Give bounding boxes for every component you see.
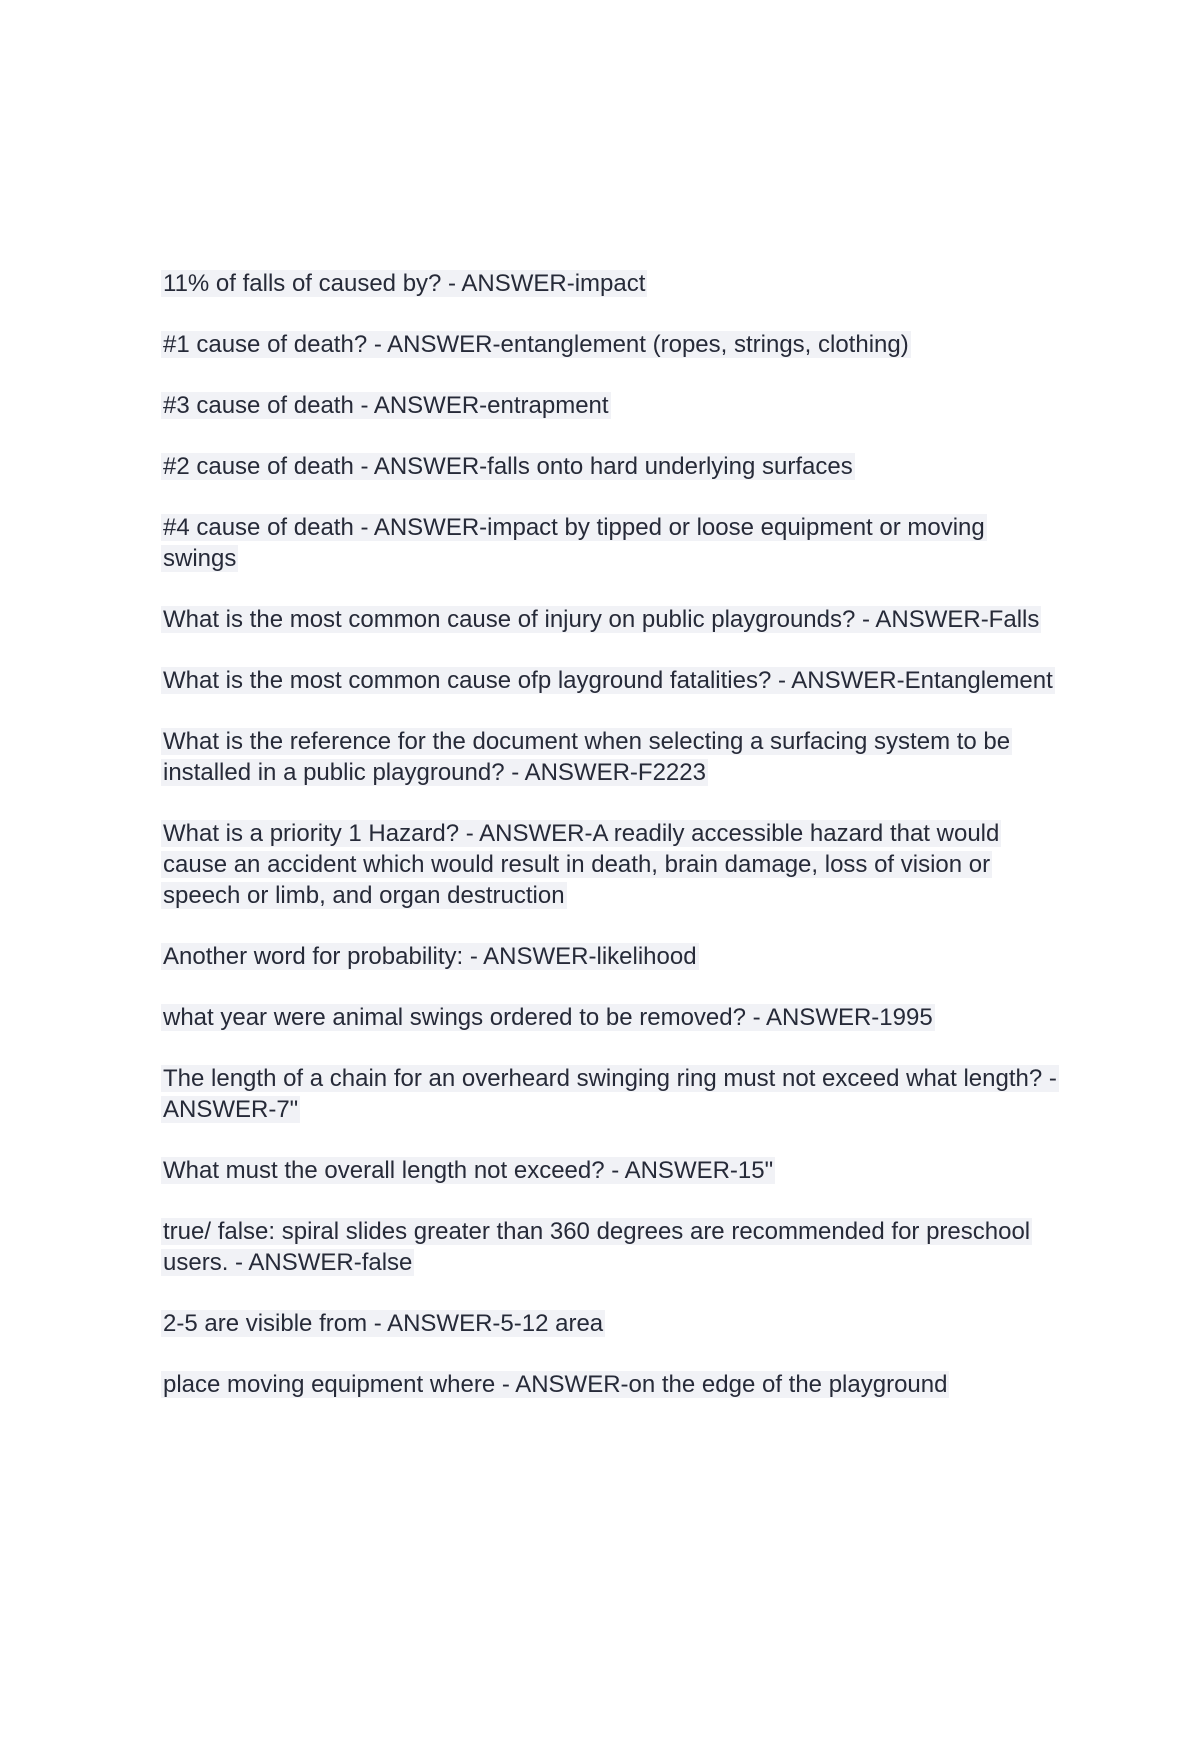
- qa-text: true/ false: spiral slides greater than 360 degrees are recommended for preschool users. - ANSWER-false: [163, 1218, 1031, 1276]
- qa-text: 11% of falls of caused by? - ANSWER-impact: [163, 270, 646, 297]
- qa-item: [161, 818, 1061, 911]
- qa-text: place moving equipment where - ANSWER-on the edge of the playground: [163, 1371, 948, 1398]
- qa-item: [161, 1155, 1061, 1186]
- qa-text: #4 cause of death - ANSWER-impact by tipped or loose equipment or moving swings: [163, 514, 985, 572]
- qa-item: [161, 1216, 1061, 1278]
- qa-item: [161, 1002, 1061, 1033]
- qa-text: #2 cause of death - ANSWER-falls onto hard underlying surfaces: [163, 453, 853, 480]
- qa-item: [161, 1063, 1061, 1125]
- qa-text: what year were animal swings ordered to be removed? - ANSWER-1995: [163, 1004, 933, 1031]
- qa-list: [161, 268, 1061, 1430]
- qa-text: What is the reference for the document when selecting a surfacing system to be installed in a public playground? - ANSWER-F2223: [163, 728, 1011, 786]
- qa-text: What must the overall length not exceed? - ANSWER-15": [163, 1157, 774, 1184]
- qa-item: [161, 451, 1061, 482]
- qa-item: [161, 1308, 1061, 1339]
- qa-item: [161, 1369, 1061, 1400]
- qa-text: What is the most common cause ofp layground fatalities? - ANSWER-Entanglement: [163, 667, 1053, 694]
- qa-text: What is the most common cause of injury on public playgrounds? - ANSWER-Falls: [163, 606, 1040, 633]
- qa-text: #3 cause of death - ANSWER-entrapment: [163, 392, 609, 419]
- qa-item: [161, 390, 1061, 421]
- qa-item: [161, 941, 1061, 972]
- qa-item: [161, 604, 1061, 635]
- qa-item: [161, 268, 1061, 299]
- qa-item: [161, 665, 1061, 696]
- qa-text: Another word for probability: - ANSWER-likelihood: [163, 943, 697, 970]
- qa-item: [161, 726, 1061, 788]
- qa-text: #1 cause of death? - ANSWER-entanglement (ropes, strings, clothing): [163, 331, 909, 358]
- qa-item: [161, 329, 1061, 360]
- qa-text: 2-5 are visible from - ANSWER-5-12 area: [163, 1310, 604, 1337]
- qa-item: [161, 512, 1061, 574]
- qa-text: The length of a chain for an overheard swinging ring must not exceed what length? - ANSWER-7": [163, 1065, 1057, 1123]
- qa-text: What is a priority 1 Hazard? - ANSWER-A readily accessible hazard that would cause an accident which would result in death, brain damage, loss of vision or speech or limb, and organ destruction: [163, 820, 1000, 909]
